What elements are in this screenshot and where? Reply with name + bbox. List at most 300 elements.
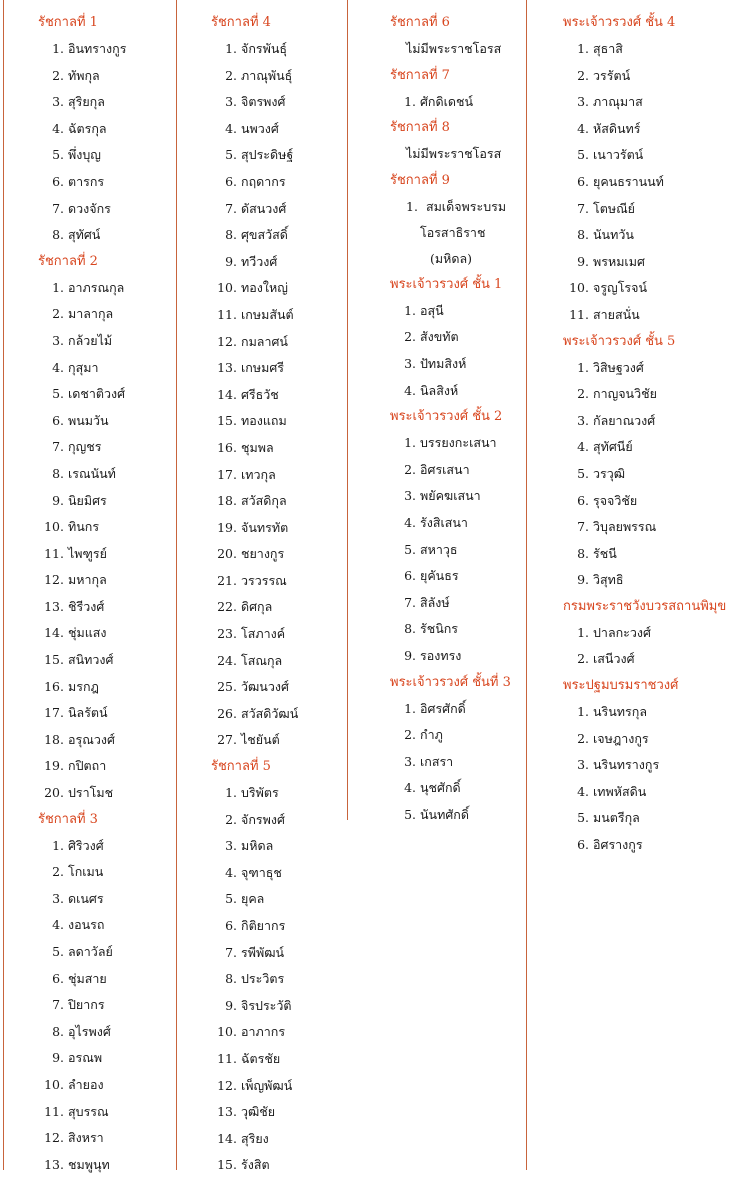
item-text: เจษฎางกูร — [593, 730, 649, 746]
item-text: โอรสาธิราช — [420, 224, 486, 240]
list-item — [38, 780, 206, 807]
item-text: หัสดินทร์ — [593, 120, 641, 136]
item-text: เกษมศรี — [241, 360, 284, 376]
item-text: สุทัศน์ — [68, 227, 101, 243]
list-item — [38, 488, 206, 515]
list-item — [563, 302, 731, 329]
section-heading: พระเจ้าวรวงศ์ ชั้น 4 — [563, 15, 676, 30]
item-text: ปาลกะวงศ์ — [593, 624, 651, 640]
item-number: 22. — [217, 599, 237, 615]
list-item — [38, 142, 206, 169]
list-item — [211, 701, 379, 728]
list-item-line — [390, 194, 558, 220]
item-text: ทัพกุล — [68, 67, 100, 83]
section-heading: พระเจ้าวรวงศ์ ชั้น 5 — [563, 333, 676, 349]
item-text: จักรพงศ์ — [241, 811, 285, 827]
item-text: วุฒิชัย — [241, 1104, 276, 1120]
item-text: มหิดล — [241, 838, 274, 854]
list-item — [38, 1125, 206, 1152]
column-1 — [38, 10, 206, 1178]
list-item — [38, 222, 206, 249]
list-item — [211, 435, 379, 462]
item-text: สุธาสิ — [593, 41, 623, 56]
item-number: 2. — [577, 67, 589, 83]
item-text: ยุคนธรานนท์ — [593, 173, 664, 189]
item-text: ปัทมสิงห์ — [420, 355, 467, 371]
list-item — [390, 510, 558, 537]
list-item — [38, 116, 206, 143]
item-text: วิสิษฐวงศ์ — [593, 359, 644, 375]
item-number: 8. — [404, 621, 416, 637]
item-text: สุริยง — [241, 1130, 269, 1146]
item-text: ชมพูนุท — [68, 1156, 110, 1172]
list-item — [211, 1152, 379, 1179]
item-number: 5. — [52, 147, 64, 163]
list-item — [563, 36, 731, 63]
list-item — [211, 63, 379, 90]
item-text: งอนรถ — [68, 917, 105, 933]
list-item — [38, 328, 206, 355]
item-text: อินทรางกูร — [68, 41, 127, 56]
item-text: กุสุมา — [68, 359, 99, 375]
item-text: ภาณุมาส — [593, 94, 643, 110]
item-text: ชยางกูร — [241, 546, 285, 562]
item-text: สุทัศนีย์ — [593, 439, 633, 455]
list-item — [211, 886, 379, 913]
item-text: จักรพันธุ์ — [241, 41, 288, 56]
list-item — [390, 802, 558, 829]
list-item — [38, 1019, 206, 1046]
item-number: 2. — [577, 386, 589, 402]
list-item — [38, 674, 206, 701]
item-number: 1. — [404, 435, 416, 451]
item-text: นันทวัน — [593, 227, 634, 243]
item-number: 3. — [404, 355, 416, 371]
item-text: ชุ่มแสง — [68, 625, 107, 641]
item-number: 10. — [44, 1076, 64, 1092]
item-number: 12. — [217, 1077, 237, 1093]
item-text: ยุคันธร — [420, 568, 459, 584]
item-text: สวัสดิวัฒน์ — [241, 705, 299, 721]
list-item — [211, 275, 379, 302]
column-2 — [211, 10, 379, 1179]
item-number: 2. — [52, 306, 64, 322]
list-item — [211, 116, 379, 143]
item-number: 14. — [217, 1130, 237, 1146]
item-text: เทวกุล — [241, 466, 276, 482]
section — [563, 594, 731, 673]
list-item — [38, 753, 206, 780]
item-number: 9. — [225, 997, 237, 1013]
list-item — [211, 355, 379, 382]
list-item — [211, 515, 379, 542]
item-number: 1. — [404, 93, 416, 109]
list-item-line — [390, 220, 558, 246]
item-number: 20. — [44, 785, 64, 801]
list-item — [211, 36, 379, 63]
section-heading: พระเจ้าวรวงศ์ ชั้น 1 — [390, 276, 503, 292]
item-number: 23. — [217, 626, 237, 642]
list-item — [563, 779, 731, 806]
item-number: 5. — [52, 944, 64, 959]
item-text: พนมวัน — [68, 412, 109, 428]
item-number: 24. — [217, 652, 237, 668]
item-number: 16. — [44, 678, 64, 694]
item-number: 6. — [225, 173, 237, 189]
item-number: 26. — [217, 705, 237, 721]
item-number: 15. — [217, 413, 237, 429]
section-heading: รัชกาลที่ 6 — [390, 15, 450, 30]
item-number: 7. — [52, 439, 64, 455]
item-text: กัลยาณวงศ์ — [593, 412, 656, 428]
item-text: วิสุทธิ — [593, 572, 624, 588]
list-item — [563, 461, 731, 488]
item-number: 8. — [577, 227, 589, 243]
item-text: อรณพ — [68, 1050, 103, 1066]
item-number: 6. — [52, 970, 64, 986]
item-number: 19. — [217, 519, 237, 535]
item-number: 5. — [577, 465, 589, 481]
list-item — [563, 116, 731, 143]
list-item — [563, 434, 731, 461]
item-text: วิบุลยพรรณ — [593, 519, 657, 535]
section-heading: รัชกาลที่ 7 — [390, 67, 450, 83]
list-item — [563, 222, 731, 249]
item-text: นุชศักดิ์ — [420, 780, 461, 796]
list-item — [563, 249, 731, 276]
column-4 — [563, 10, 731, 859]
item-number: 6. — [52, 173, 64, 189]
list-item — [38, 992, 206, 1019]
section-heading: รัชกาลที่ 5 — [211, 759, 271, 775]
item-number: 13. — [44, 1156, 64, 1172]
list-item — [38, 939, 206, 966]
section — [390, 115, 558, 168]
item-number: 13. — [44, 598, 64, 614]
item-number: 5. — [404, 806, 416, 822]
item-text: ศรีธวัช — [241, 386, 279, 402]
item-number: 2. — [225, 67, 237, 83]
item-number: 1. — [577, 624, 589, 640]
item-text: วรวรรณ — [241, 572, 287, 588]
item-text: จิตรพงศ์ — [241, 94, 286, 110]
item-text: รัชนิกร — [420, 621, 459, 637]
list-item — [563, 408, 731, 435]
list-item — [38, 1045, 206, 1072]
item-number: 13. — [217, 1104, 237, 1120]
list-item — [211, 89, 379, 116]
list-item — [390, 537, 558, 564]
item-number: 4. — [225, 864, 237, 880]
item-number: 18. — [44, 731, 64, 747]
item-number: 11. — [44, 545, 64, 561]
item-text: สังขทัต — [420, 329, 459, 345]
item-number: 7. — [225, 944, 237, 960]
item-number: 18. — [217, 493, 237, 509]
list-item — [38, 36, 206, 63]
item-text: ลดาวัลย์ — [68, 944, 113, 959]
list-item — [38, 63, 206, 90]
list-item — [38, 886, 206, 913]
item-text: เนาวรัตน์ — [593, 147, 644, 163]
item-text: ดเนศร — [68, 890, 104, 906]
item-text: สหาวุธ — [420, 541, 458, 557]
item-text: ดิศกุล — [241, 599, 273, 615]
item-text: สมเด็จพระบรม — [425, 198, 507, 214]
item-number: 17. — [44, 705, 64, 721]
section-heading: พระปฐมบรมราชวงศ์ — [563, 678, 679, 694]
list-item — [390, 749, 558, 776]
item-number: 3. — [52, 332, 64, 348]
list-item — [38, 966, 206, 993]
section — [211, 754, 379, 1179]
item-text: รัชนี — [593, 545, 617, 561]
item-text: กล้วยไม้ — [68, 332, 113, 348]
item-number: 2. — [404, 461, 416, 477]
item-number: 1. — [577, 359, 589, 375]
section-note: ไม่มีพระราชโอรส — [406, 146, 502, 162]
list-item — [211, 727, 379, 754]
item-number: 4. — [404, 514, 416, 530]
list-item — [211, 196, 379, 223]
list-item — [563, 142, 731, 169]
section — [38, 10, 206, 249]
item-text: พึ่งบุญ — [68, 147, 101, 163]
list-item — [211, 382, 379, 409]
item-text: ปิยากร — [68, 997, 105, 1013]
item-number: 10. — [44, 519, 64, 535]
list-item — [563, 89, 731, 116]
item-number: 2. — [404, 329, 416, 345]
item-text: กุญชร — [68, 439, 102, 455]
section — [211, 10, 379, 754]
item-text: จุฑาธุช — [241, 864, 282, 880]
item-number: 6. — [404, 568, 416, 584]
item-number: 4. — [577, 439, 589, 455]
item-number: 25. — [217, 679, 237, 695]
item-text: ทองแถม — [241, 413, 287, 429]
list-item — [38, 301, 206, 328]
list-item — [390, 351, 558, 378]
item-text: นพวงศ์ — [241, 120, 279, 136]
item-number: 9. — [404, 647, 416, 663]
list-item — [563, 63, 731, 90]
list-item — [211, 621, 379, 648]
section — [563, 673, 731, 859]
list-item — [563, 832, 731, 859]
list-item — [563, 726, 731, 753]
item-number: 3. — [52, 890, 64, 906]
item-text: อุไรพงศ์ — [68, 1023, 111, 1039]
list-item — [563, 488, 731, 515]
item-text: นิยมิศร — [68, 492, 107, 508]
list-item — [390, 563, 558, 590]
item-number: 4. — [52, 917, 64, 933]
list-item — [38, 541, 206, 568]
list-item — [211, 329, 379, 356]
section — [390, 272, 558, 404]
item-number: 15. — [217, 1157, 237, 1173]
item-number: 3. — [225, 94, 237, 110]
item-text: เรณนันท์ — [68, 465, 116, 481]
item-number: 11. — [217, 1050, 237, 1066]
list-item — [211, 966, 379, 993]
item-number: 3. — [577, 412, 589, 428]
item-text: รพีพัฒน์ — [241, 944, 285, 960]
item-text: มหากุล — [68, 572, 107, 588]
section-heading: รัชกาลที่ 8 — [390, 120, 450, 136]
section-heading: พระเจ้าวรวงศ์ ชั้นที่ 3 — [390, 674, 511, 690]
list-item — [390, 483, 558, 510]
section — [563, 329, 731, 594]
item-number: 5. — [404, 541, 416, 557]
section-note: ไม่มีพระราชโอรส — [406, 41, 502, 56]
item-text: จันทรทัต — [241, 519, 289, 535]
list-item — [38, 434, 206, 461]
item-text: อาภรณกุล — [68, 279, 125, 295]
item-text: มาลากุล — [68, 306, 114, 322]
item-text: กมลาศน์ — [241, 333, 288, 349]
list-item — [211, 302, 379, 329]
item-number: 5. — [577, 810, 589, 826]
item-text: ศักดิเดชน์ — [420, 93, 474, 109]
item-number: 6. — [577, 492, 589, 508]
item-text: ประวิตร — [241, 971, 285, 987]
item-text: เสนีวงศ์ — [593, 651, 635, 667]
item-number: 8. — [52, 1023, 64, 1039]
list-item — [38, 514, 206, 541]
item-number: 2. — [577, 730, 589, 746]
item-text: เกษมสันต์ — [241, 306, 294, 322]
list-item — [38, 1072, 206, 1099]
item-text: กิติยากร — [241, 918, 286, 933]
item-text: วรรัตน์ — [593, 67, 631, 83]
item-text: ปราโมช — [68, 785, 114, 801]
item-number: 11. — [44, 1103, 64, 1119]
item-text: สายสนั่น — [593, 306, 640, 322]
item-number: 1. — [404, 700, 416, 716]
list-item — [211, 568, 379, 595]
item-text: บริพัตร — [241, 785, 279, 801]
item-text: พรหมเมศ — [593, 253, 645, 269]
list-item — [211, 1099, 379, 1126]
item-number: 4. — [577, 783, 589, 799]
item-number: 6. — [52, 412, 64, 428]
item-text: สุประดิษฐ์ — [241, 147, 294, 163]
item-text: ยุคล — [241, 891, 265, 907]
item-number: 8. — [577, 545, 589, 561]
item-number: 4. — [577, 120, 589, 136]
item-text: สวัสดิกุล — [241, 493, 287, 509]
list-item — [390, 298, 558, 325]
list-item-line — [390, 246, 558, 272]
list-item — [563, 620, 731, 647]
item-number: 5. — [577, 147, 589, 163]
item-text: ไพฑูรย์ — [68, 545, 107, 561]
item-text: กำภู — [420, 727, 443, 743]
item-text: ชุ่มสาย — [68, 970, 107, 986]
list-item — [211, 541, 379, 568]
item-number: 1. — [577, 41, 589, 56]
item-number: 8. — [52, 465, 64, 481]
item-number: 1. — [225, 41, 237, 56]
list-item — [211, 142, 379, 169]
item-text: อิศรางกูร — [593, 837, 643, 853]
item-text: โสณกุล — [241, 652, 283, 668]
list-item — [211, 860, 379, 887]
item-text: โตษณีย์ — [593, 200, 635, 216]
item-number: 1. — [404, 302, 416, 318]
item-text: บรรยงกะเสนา — [420, 435, 497, 451]
list-item — [390, 590, 558, 617]
item-number: 4. — [52, 120, 64, 136]
list-item — [563, 699, 731, 726]
list-item — [38, 912, 206, 939]
list-item — [563, 381, 731, 408]
item-text: ฉัตรชัย — [241, 1050, 281, 1066]
item-number: 2. — [52, 67, 64, 83]
left-border-line — [3, 0, 4, 1170]
item-number: 7. — [225, 200, 237, 216]
item-text: สนิทวงศ์ — [68, 652, 114, 668]
list-item — [211, 833, 379, 860]
item-text: วัฒนวงศ์ — [241, 679, 289, 695]
item-number: 8. — [225, 971, 237, 987]
list-item — [211, 1126, 379, 1153]
list-item — [390, 643, 558, 670]
item-number: 12. — [44, 1130, 64, 1146]
item-number: 6. — [577, 173, 589, 189]
list-item — [390, 775, 558, 802]
item-number: 9. — [52, 492, 64, 508]
item-text: จรูญโรจน์ — [593, 280, 647, 296]
item-text: อาภากร — [241, 1024, 286, 1040]
list-item — [390, 378, 558, 405]
item-text: โสภางค์ — [241, 626, 286, 642]
list-item — [211, 993, 379, 1020]
list-item — [38, 196, 206, 223]
item-number: 2. — [577, 651, 589, 667]
item-text: เพ็ญพัฒน์ — [241, 1077, 293, 1093]
item-text: อรุณวงศ์ — [68, 731, 115, 747]
item-text: อิศรเสนา — [420, 461, 470, 477]
item-number: 9. — [225, 253, 237, 269]
item-number: 3. — [404, 488, 416, 504]
item-number: 1. — [225, 785, 237, 801]
item-number: 11. — [569, 306, 589, 322]
item-text: สุริยกุล — [68, 94, 105, 110]
item-number: 2. — [225, 811, 237, 827]
item-text: เกสรา — [420, 753, 454, 769]
list-item — [563, 805, 731, 832]
item-text: กฤดากร — [241, 173, 286, 189]
list-item — [211, 648, 379, 675]
list-item — [211, 408, 379, 435]
item-text: รุจจวิชัย — [593, 492, 638, 508]
list-item — [211, 807, 379, 834]
list-item — [38, 647, 206, 674]
list-item — [390, 722, 558, 749]
item-number: 6. — [225, 918, 237, 933]
section — [38, 807, 206, 1179]
list-item — [211, 222, 379, 249]
item-number: 16. — [217, 439, 237, 455]
section — [390, 404, 558, 669]
item-number: 6. — [577, 837, 589, 853]
list-item — [211, 462, 379, 489]
item-number: 5. — [52, 386, 64, 402]
list-item — [211, 674, 379, 701]
